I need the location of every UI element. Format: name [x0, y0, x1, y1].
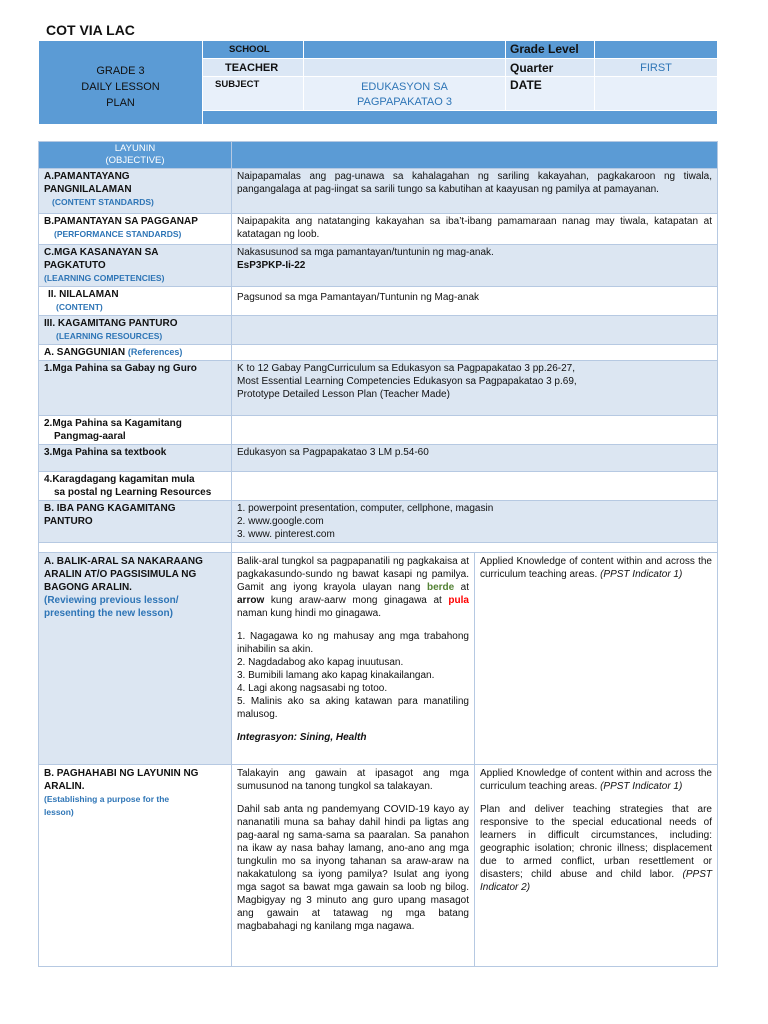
activity-paragraph: Talakayin ang gawain at ipasagot ang mga sumusunod na tanong tungkol sa talakayan. [237, 768, 469, 792]
learning-competencies-text [232, 245, 718, 287]
additional-materials-row [39, 472, 718, 501]
textbook-text: Edukasyon sa Pagpapakatao 3 LM p.54-60 [232, 445, 718, 472]
objective-header-line1: LAYUNIN [114, 143, 156, 154]
learning-resources-blank [232, 316, 718, 345]
row-sublabel: (Reviewing previous lesson/ [44, 595, 179, 606]
row-label: Pangmag-aaral [54, 431, 126, 442]
grade-plan-cell [39, 41, 203, 125]
textbook-label [39, 445, 232, 472]
grade-label: GRADE 3 [96, 64, 145, 77]
purpose-row [39, 765, 718, 967]
reference-line: Most Essential Learning Competencies Edukasyon sa Pagpapakatao 3 p.69, [237, 376, 577, 387]
row-label: A. BALIK-ARAL SA NAKARAANG [44, 556, 203, 567]
review-lesson-label [39, 553, 232, 765]
learning-resources-label [39, 316, 232, 345]
list-item: 5. Malinis ako sa aking katawan para manatiling malusog. [237, 696, 469, 720]
performance-standards-text: Naipapakita ang natatanging kakayahan sa iba’t-ibang pamamaraan nanag may tiwala, katapatan at katatagan ng loob. [232, 214, 718, 245]
instruction-text: naman kung hindi mo ginagawa. [237, 608, 381, 619]
other-materials-text [232, 501, 718, 543]
date-value[interactable] [595, 77, 718, 111]
integration-note: Integrasyon: Sining, Health [237, 732, 367, 743]
references-blank [232, 345, 718, 361]
list-item: 3. Bumibili lamang ako kapag kinakailangan. [237, 670, 435, 681]
learning-competencies-row [39, 245, 718, 287]
purpose-ppst [475, 765, 718, 967]
learner-materials-label [39, 416, 232, 445]
objective-header [39, 142, 232, 169]
quarter-label: Quarter [506, 59, 595, 77]
content-label [39, 287, 232, 316]
row-label: 2.Mga Pahina sa Kagamitang [44, 418, 182, 429]
content-standards-text: Naipapamalas ang pag-unawa sa kahalagahan ng sariling kakayahan, pagkakaroon ng tiwala, pangangalaga at pag-iingat sa sarili tungo sa kabutihan at kaayusan ng pamilya at pamayanan. [232, 169, 718, 214]
list-item: 2. Nagdadabog ako kapag inuutusan. [237, 657, 404, 668]
review-lesson-activity [232, 553, 475, 765]
school-value[interactable] [304, 41, 506, 59]
row-sublabel: lesson) [44, 807, 74, 817]
header-table [38, 40, 718, 125]
ppst-text: Applied Knowledge of content within and across the curriculum teaching areas. [480, 768, 712, 792]
row-sublabel: (References) [127, 347, 183, 357]
content-text: Pagsunod sa mga Pamantayan/Tuntunin ng Mag-anak [232, 287, 718, 316]
material-line: 2. www.google.com [237, 516, 324, 527]
date-label: DATE [506, 77, 595, 111]
ppst-text: Plan and deliver teaching strategies that are responsive to the special educational needs of learners in difficult circumstances, including: geographic isolation; chronic illness; displacement due to armed conflict, urban resettlement or disasters; child abuse and child labor. [480, 804, 712, 880]
dlp-label: DAILY LESSON [81, 80, 160, 93]
spacer-row [39, 543, 718, 553]
references-row [39, 345, 718, 361]
quarter-value: FIRST [595, 59, 718, 77]
purpose-activity [232, 765, 475, 967]
row-label: 1.Mga Pahina sa Gabay ng Guro [44, 363, 197, 374]
row-label: BAGONG ARALIN. [44, 582, 132, 593]
spacer-cell [232, 543, 718, 553]
row-label: ARALIN. [44, 781, 85, 792]
ppst-tag: (PPST Indicator 1) [600, 781, 683, 792]
header-footer-bar [203, 111, 718, 125]
learner-materials-row [39, 416, 718, 445]
green-keyword: berde [426, 582, 455, 593]
subject-label: SUBJECT [203, 77, 304, 111]
material-line: 1. powerpoint presentation, computer, cellphone, magasin [237, 503, 494, 514]
row-label: sa postal ng Learning Resources [54, 487, 212, 498]
school-label: SCHOOL [203, 41, 304, 59]
row-sublabel: (Establishing a purpose for the [44, 794, 170, 804]
review-lesson-ppst [475, 553, 718, 765]
objective-header-line2: (OBJECTIVE) [105, 155, 165, 166]
reference-line: Prototype Detailed Lesson Plan (Teacher Made) [237, 389, 450, 400]
teacher-value[interactable] [304, 59, 506, 77]
ppst-note [480, 555, 712, 581]
instruction-text: at [460, 582, 470, 593]
document-title: COT VIA LAC [46, 22, 135, 38]
subject-line-2: PAGPAPAKATAO 3 [357, 96, 452, 108]
row-label: A.PAMANTAYANG [44, 171, 130, 182]
teacher-guide-label [39, 361, 232, 416]
competency-code: EsP3PKP-Ii-22 [237, 260, 306, 271]
lesson-plan-table [38, 141, 718, 967]
learning-competencies-label [39, 245, 232, 287]
teacher-label: TEACHER [203, 59, 304, 77]
grade-level-label: Grade Level [506, 41, 595, 59]
references-label [39, 345, 232, 361]
instruction-text: kung araw-aarw mong ginagawa at [270, 595, 442, 606]
ppst-note [480, 803, 712, 894]
row-label: B. PAGHAHABI NG LAYUNIN NG [44, 768, 199, 779]
list-item: 4. Lagi akong nagsasabi ng totoo. [237, 683, 388, 694]
review-lesson-row [39, 553, 718, 765]
row-sublabel: (LEARNING COMPETENCIES) [44, 273, 165, 283]
row-label: ARALIN AT/O PAGSISIMULA NG [44, 569, 197, 580]
row-sublabel: (CONTENT STANDARDS) [52, 197, 154, 207]
row-sublabel: (LEARNING RESOURCES) [56, 331, 163, 341]
performance-standards-row [39, 214, 718, 245]
row-label: 4.Karagdagang kagamitan mula [44, 474, 195, 485]
other-materials-row [39, 501, 718, 543]
textbook-row [39, 445, 718, 472]
row-label: PAGKATUTO [44, 260, 106, 271]
row-label: A. SANGGUNIAN [44, 347, 126, 358]
row-label: II. NILALAMAN [48, 289, 119, 300]
subject-value [304, 77, 506, 111]
performance-standards-label [39, 214, 232, 245]
row-label: PANGNILALAMAN [44, 184, 132, 195]
learner-materials-blank [232, 416, 718, 445]
row-label: PANTURO [44, 516, 93, 527]
activity-paragraph: Dahil sab anta ng pandemyang COVID-19 kayo ay nananatili muna sa bahay dahil hindi pa ligtas ang pag-aaral ng sama-sama sa paaralan. Sa panahon na ikaw ay nasa bahay lamang, ano-ano ang mga tungkulin mo sa inyong tahanan sa araw-araw na nakakatulong sa iyong pamilya? Isulat ang iyong mga sagot sa bawat mga gawain sa loob ng bilog. Magbigyay ng 3 minuto ang guro upang masagot ang gawain at tatawag ng mga batang magbabahagi ng kanilang mga nagawa. [237, 804, 469, 932]
content-standards-label [39, 169, 232, 214]
ppst-tag: (PPST Indicator 1) [600, 569, 683, 580]
spacer-cell [39, 543, 232, 553]
instruction-text: Balik-aral tungkol sa pagpapanatili ng pagkakaisa at pagkakasundo-sundo ng bawat kasapi ng pamilya. Gamit ang iyong krayola ulayan nang [237, 556, 469, 593]
row-label: C.MGA KASANAYAN SA [44, 247, 159, 258]
other-materials-label [39, 501, 232, 543]
objective-header-row [39, 142, 718, 169]
row-label: 3.Mga Pahina sa textbook [44, 447, 167, 458]
content-standards-row [39, 169, 718, 214]
row-sublabel: (CONTENT) [56, 302, 103, 312]
grade-level-value[interactable] [595, 41, 718, 59]
material-line: 3. www. pinterest.com [237, 529, 335, 540]
row-label: B.PAMANTAYAN SA PAGGANAP [44, 216, 198, 227]
reference-line: K to 12 Gabay PangCurriculum sa Edukasyon sa Pagpapakatao 3 pp.26-27, [237, 363, 575, 374]
learning-resources-row [39, 316, 718, 345]
competency-text: Nakasusunod sa mga pamantayan/tuntunin ng mag-anak. [237, 247, 494, 258]
plan-label: PLAN [106, 96, 135, 109]
ppst-text: Applied Knowledge of content within and across the curriculum teaching areas. [480, 556, 712, 580]
row-sublabel: presenting the new lesson) [44, 608, 173, 619]
list-item: 1. Nagagawa ko ng mahusay ang mga trabahong inihabilin sa akin. [237, 631, 469, 655]
arrow-keyword: arrow [237, 595, 265, 606]
purpose-label [39, 765, 232, 967]
teacher-guide-row [39, 361, 718, 416]
ppst-note [480, 767, 712, 793]
additional-materials-blank [232, 472, 718, 501]
teacher-guide-text [232, 361, 718, 416]
row-label: III. KAGAMITANG PANTURO [44, 318, 178, 329]
review-instructions [237, 555, 469, 620]
subject-line-1: EDUKASYON SA [361, 81, 448, 93]
content-row [39, 287, 718, 316]
additional-materials-label [39, 472, 232, 501]
row-label: B. IBA PANG KAGAMITANG [44, 503, 176, 514]
objective-header-blank [232, 142, 718, 169]
red-keyword: pula [448, 595, 469, 606]
ppst-tag: (PPST Indicator 2) [480, 869, 712, 893]
row-sublabel: (PERFORMANCE STANDARDS) [54, 229, 182, 239]
